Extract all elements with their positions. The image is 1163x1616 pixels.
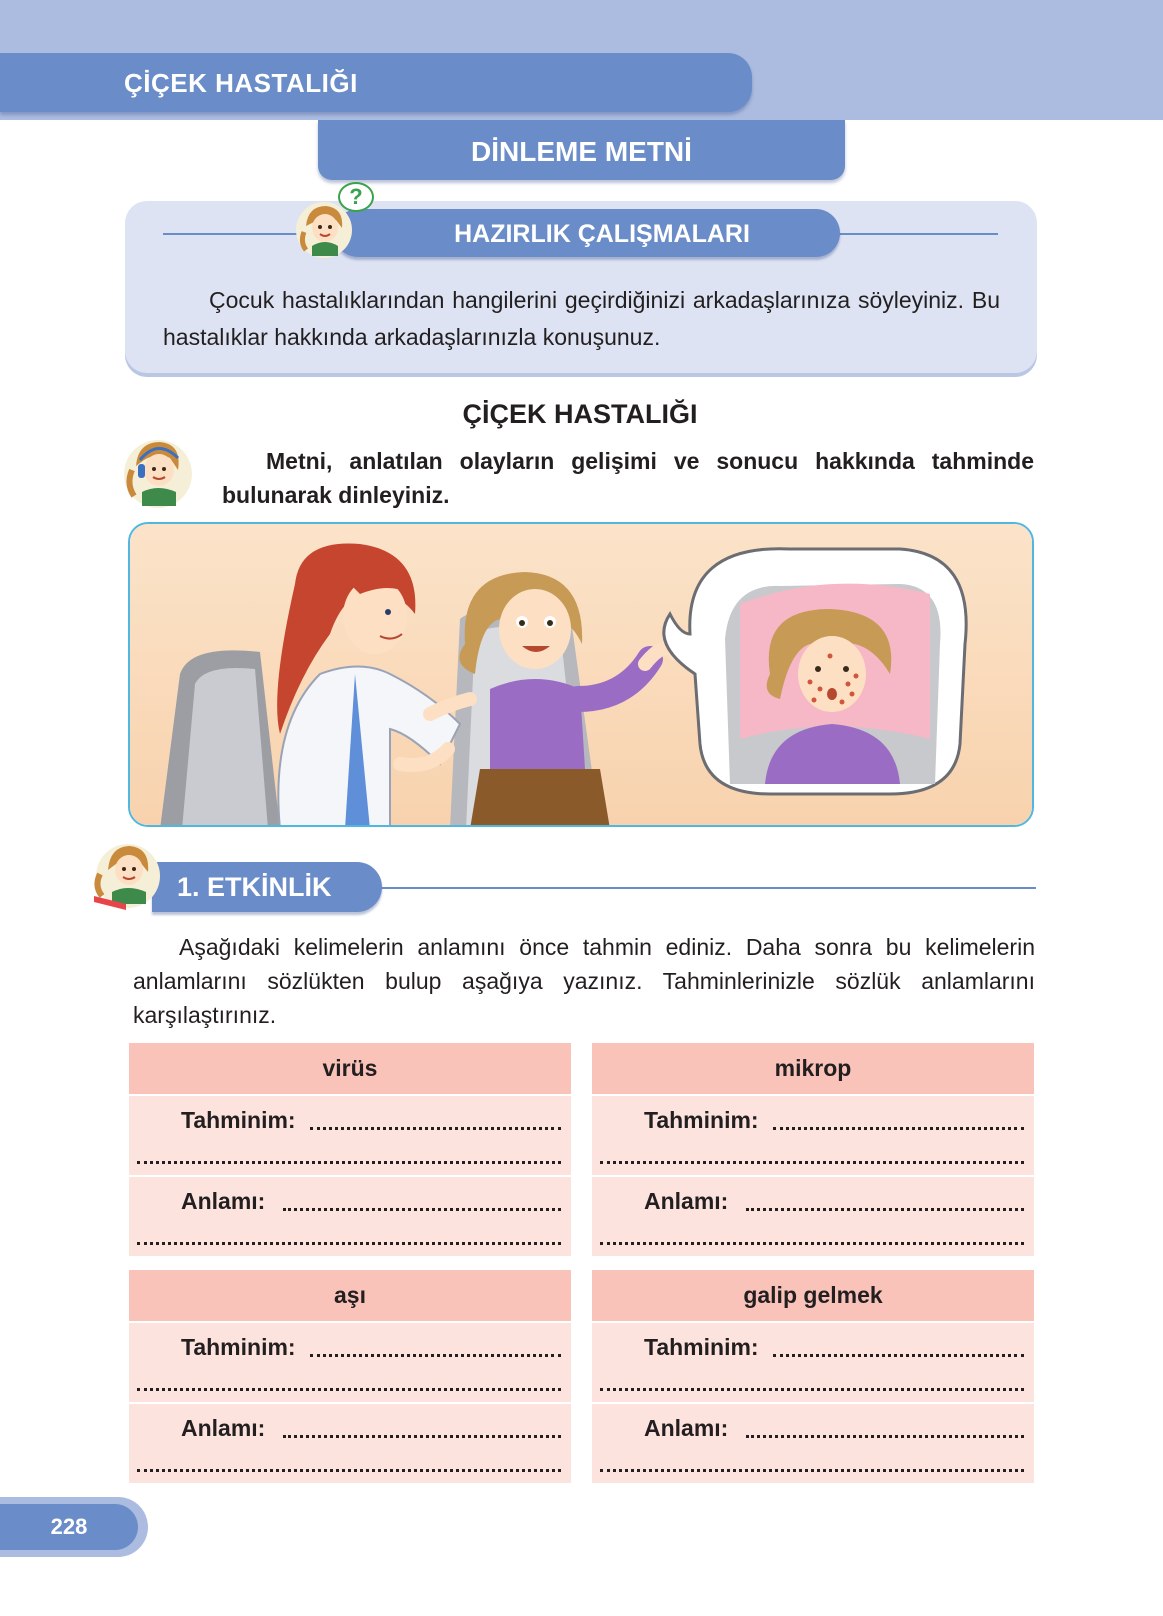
guess-answer-line[interactable] [773,1110,1024,1130]
mascot-writing-icon [86,838,166,912]
guess-row [129,1096,571,1175]
story-illustration [128,522,1034,827]
mascot-listening-icon [118,430,196,510]
preparation-text: Çocuk hastalıklarından hangilerini geçirdiğinizi arkadaşlarınıza söyleyiniz. Bu hastalıklar hakkında arkadaşlarınızla konuşunuz. [163,287,1000,350]
meaning-row [592,1177,1034,1256]
guess-answer-line[interactable] [773,1337,1024,1357]
meaning-row [129,1404,571,1483]
word-card-title: galip gelmek [592,1270,1034,1321]
meaning-answer-line-2[interactable] [137,1229,561,1245]
mascot-thinking-icon [292,196,356,260]
word-card-virus [129,1043,571,1256]
activity-title: 1. ETKİNLİK [177,872,332,902]
guess-label: Tahminim: [181,1107,296,1133]
word-card-title: virüs [129,1043,571,1094]
meaning-label: Anlamı: [181,1415,266,1441]
meaning-answer-line[interactable] [283,1418,561,1438]
doctor-vaccination-illustration [130,524,1034,827]
chapter-tab [0,53,752,112]
word-card-galip-gelmek [592,1270,1034,1483]
guess-answer-line-2[interactable] [600,1375,1024,1391]
guess-label: Tahminim: [181,1334,296,1360]
preparation-title: HAZIRLIK ÇALIŞMALARI [454,220,750,248]
meaning-answer-line-2[interactable] [600,1456,1024,1472]
page-number: 228 [50,1514,88,1539]
meaning-answer-line[interactable] [283,1191,561,1211]
chapter-title: ÇİÇEK HASTALIĞI [124,68,358,98]
meaning-label: Anlamı: [181,1188,266,1214]
activity-text: Aşağıdaki kelimelerin anlamını önce tahmin ediniz. Daha sonra bu kelimelerin anlamlarını sözlükten bulup aşağıya yazınız. Tahminlerinizle sözlük anlamlarını karşılaştırınız. [133,934,1035,1028]
story-instruction: Metni, anlatılan olayların gelişimi ve sonucu hakkında tahminde bulunarak dinleyiniz. [222,448,1034,508]
word-card-asi [129,1270,571,1483]
meaning-row [129,1177,571,1256]
guess-row [129,1323,571,1402]
guess-label: Tahminim: [644,1334,759,1360]
meaning-row [592,1404,1034,1483]
section-title: DİNLEME METNİ [471,136,692,167]
guess-row [592,1323,1034,1402]
meaning-answer-line[interactable] [746,1191,1024,1211]
story-title: ÇİÇEK HASTALIĞI [462,399,698,429]
guess-answer-line[interactable] [310,1110,561,1130]
word-card-title: aşı [129,1270,571,1321]
word-card-title: mikrop [592,1043,1034,1094]
meaning-answer-line[interactable] [746,1418,1024,1438]
question-bubble-icon: ? [338,182,374,212]
word-card-mikrop [592,1043,1034,1256]
meaning-answer-line-2[interactable] [600,1229,1024,1245]
meaning-answer-line-2[interactable] [137,1456,561,1472]
guess-answer-line-2[interactable] [137,1375,561,1391]
meaning-label: Anlamı: [644,1188,729,1214]
guess-label: Tahminim: [644,1107,759,1133]
meaning-label: Anlamı: [644,1415,729,1441]
guess-answer-line-2[interactable] [137,1148,561,1164]
guess-answer-line-2[interactable] [600,1148,1024,1164]
guess-row [592,1096,1034,1175]
guess-answer-line[interactable] [310,1337,561,1357]
